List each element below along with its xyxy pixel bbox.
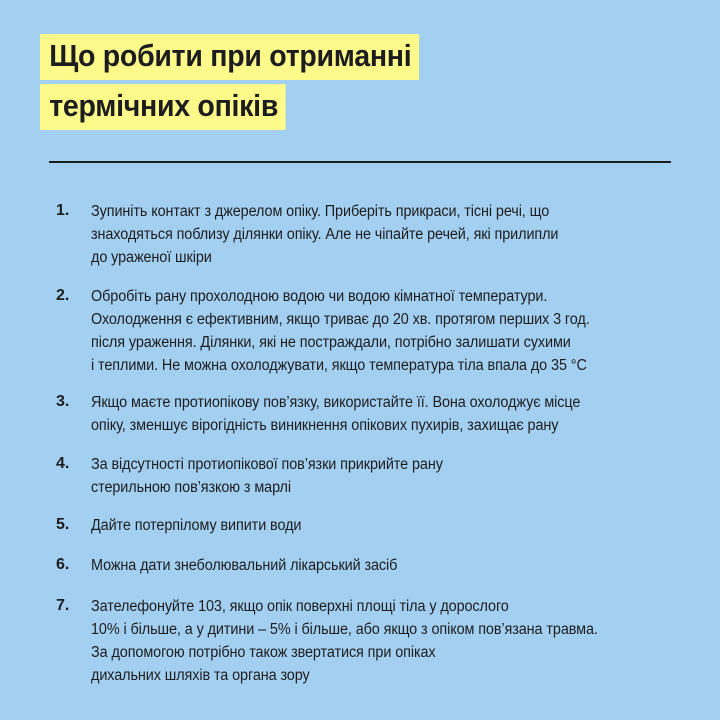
item-text-line: стерильною пов’язкою з марлі <box>91 479 291 496</box>
item-number: 5. <box>56 516 70 533</box>
page-title-line-2: термічних опіків <box>40 84 285 130</box>
item-text <box>91 554 680 577</box>
item-text <box>91 200 680 269</box>
item-text-line: 10% і більше, а у дитини – 5% і більше, або якщо з опіком пов’язана травма. <box>91 621 598 638</box>
item-number: 1. <box>56 202 70 219</box>
item-text-line: Дайте потерпілому випити води <box>91 517 302 534</box>
item-text-line: Зателефонуйте 103, якщо опік поверхні площі тіла у дорослого <box>91 598 509 615</box>
item-number: 2. <box>56 287 70 304</box>
item-number: 7. <box>56 597 70 614</box>
item-text-line: знаходяться поблизу ділянки опіку. Але не чіпайте речей, які прилипли <box>91 226 559 243</box>
item-text-line: Охолодження є ефективним, якщо триває до 20 хв. протягом перших 3 год. <box>91 311 590 328</box>
item-number: 6. <box>56 556 70 573</box>
page-title-line-1: Що робити при отриманні <box>40 34 419 80</box>
title-block <box>40 34 452 130</box>
item-number: 3. <box>56 393 70 410</box>
item-text <box>91 453 680 499</box>
item-text <box>91 285 680 377</box>
item-text-line: до ураженої шкіри <box>91 249 212 266</box>
item-text-line: Можна дати знеболювальний лікарський засіб <box>91 557 398 574</box>
item-text-line: і теплими. Не можна охолоджувати, якщо температура тіла впала до 35 °C <box>91 357 587 374</box>
item-text-line: Якщо маєте протиопікову пов’язку, використайте її. Вона охолоджує місце <box>91 394 581 411</box>
item-text-line: За відсутності протиопікової пов’язки прикрийте рану <box>91 456 443 473</box>
item-text <box>91 391 680 437</box>
title-divider <box>49 161 671 163</box>
item-text-line: Обробіть рану прохолодною водою чи водою кімнатної температури. <box>91 288 548 305</box>
item-text-line: Зупиніть контакт з джерелом опіку. Приберіть прикраси, тісні речі, що <box>91 203 550 220</box>
item-text <box>91 514 680 537</box>
item-text-line: опіку, зменшує вірогідність виникнення опікових пухирів, захищає рану <box>91 417 559 434</box>
item-number: 4. <box>56 455 70 472</box>
item-text <box>91 595 680 687</box>
item-text-line: дихальних шляхів та органа зору <box>91 667 310 684</box>
item-text-line: після ураження. Ділянки, які не постраждали, потрібно залишати сухими <box>91 334 571 351</box>
item-text-line: За допомогою потрібно також звертатися при опіках <box>91 644 436 661</box>
